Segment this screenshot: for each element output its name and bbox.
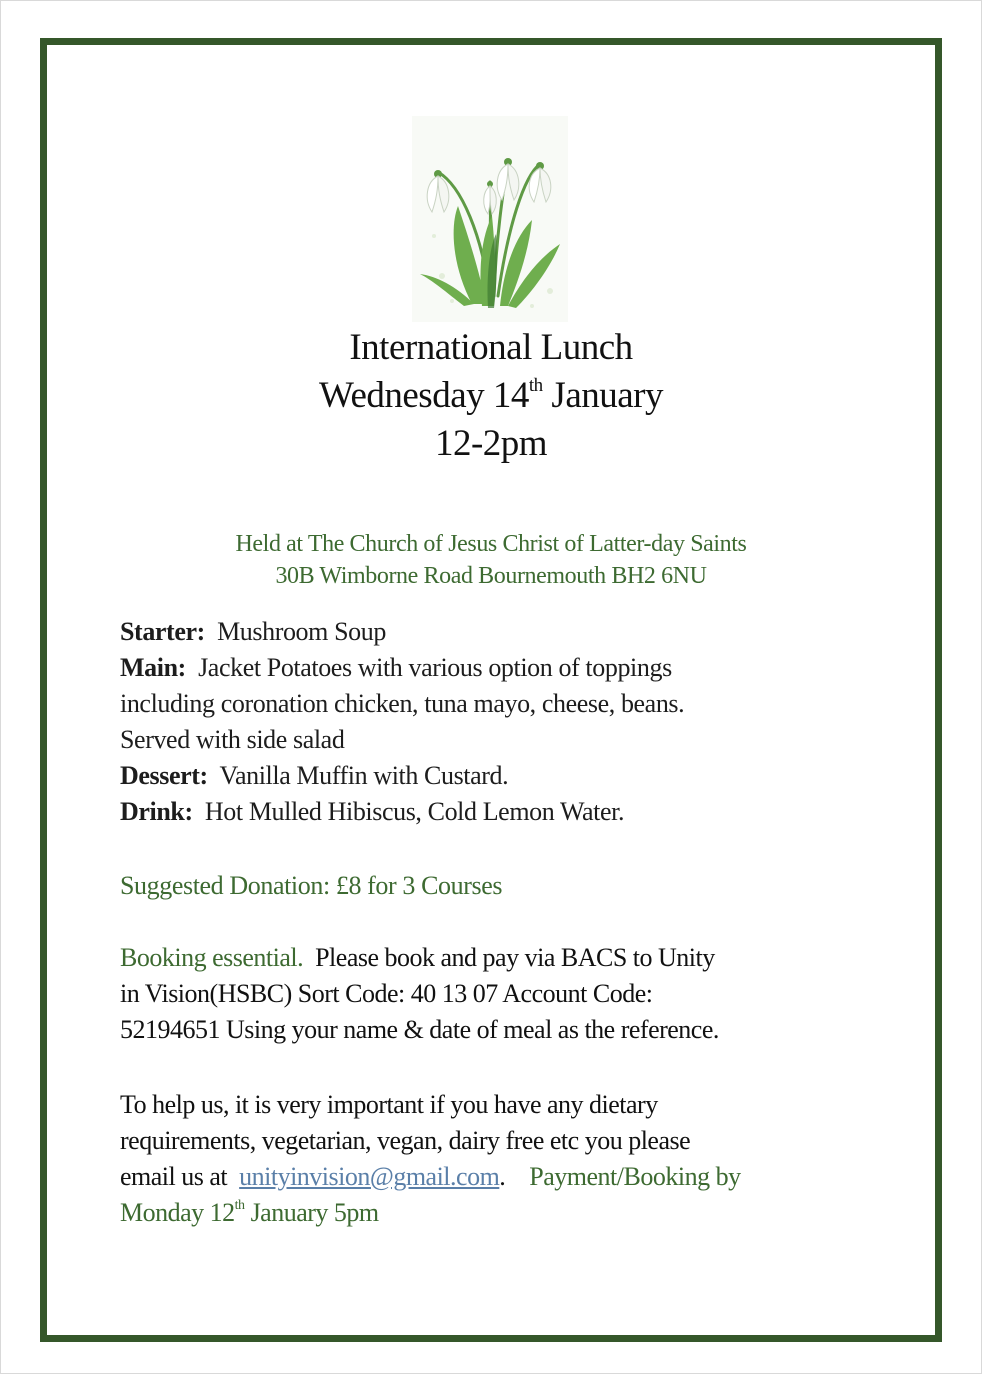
venue-address: 30B Wimborne Road Bournemouth BH2 6NU [275, 563, 707, 589]
dietary-line-2: requirements, vegetarian, vegan, dairy free etc you please [120, 1126, 691, 1155]
booking-line-1: Booking essential. Please book and pay via BACS to Unity [120, 943, 715, 972]
menu-dessert: Dessert: Vanilla Muffin with Custard. [120, 761, 509, 790]
deadline-prefix: Payment/Booking by [529, 1162, 741, 1191]
booking-line-3: 52194651 Using your name & date of meal as the reference. [120, 1015, 719, 1044]
dietary-line-1: To help us, it is very important if you have any dietary [120, 1090, 658, 1119]
menu-drink: Drink: Hot Mulled Hibiscus, Cold Lemon Water. [120, 797, 625, 826]
dietary-info [120, 1087, 900, 1231]
dietary-line-3: email us at unityinvision@gmail.com. Payment/Booking by [120, 1162, 741, 1191]
suggested-donation: Suggested Donation: £8 for 3 Courses [120, 871, 503, 900]
menu-starter: Starter: Mushroom Soup [120, 617, 386, 646]
menu [120, 614, 900, 830]
venue-name: Held at The Church of Jesus Christ of Latter-day Saints [235, 531, 747, 557]
booking-line-2: in Vision(HSBC) Sort Code: 40 13 07 Account Code: [120, 979, 653, 1008]
email-link[interactable]: unityinvision@gmail.com [239, 1162, 500, 1191]
snowdrop-icon [412, 116, 568, 322]
venue [40, 528, 942, 592]
booking-essential: Booking essential. [120, 943, 304, 972]
menu-main: Main: Jacket Potatoes with various option of toppings [120, 653, 672, 682]
deadline-date: Monday 12th January 5pm [120, 1198, 379, 1227]
event-date: Wednesday 14th January [319, 374, 663, 416]
event-time: 12-2pm [434, 423, 548, 464]
event-header [40, 324, 942, 468]
booking-info [120, 940, 900, 1048]
menu-main-detail: including coronation chicken, tuna mayo, cheese, beans. [120, 689, 685, 718]
menu-main-side: Served with side salad [120, 725, 345, 754]
event-title: International Lunch [349, 327, 633, 368]
